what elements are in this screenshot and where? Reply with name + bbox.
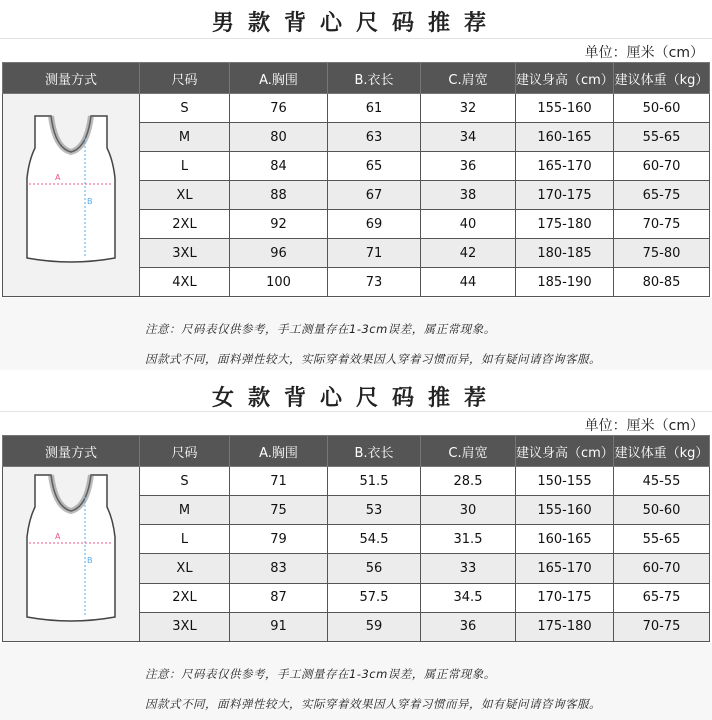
header-cell: 尺码	[140, 63, 230, 94]
table-cell: 54.5	[328, 525, 421, 554]
header-cell: A.胸围	[230, 436, 328, 467]
table-cell: 50-60	[614, 496, 710, 525]
table-cell: 31.5	[421, 525, 516, 554]
table-cell: 70-75	[614, 612, 710, 641]
table-cell: 65	[328, 152, 421, 181]
table-cell: 160-165	[516, 525, 614, 554]
table-cell: M	[140, 496, 230, 525]
table-cell: 44	[421, 268, 516, 297]
table-cell: 83	[230, 554, 328, 583]
table-cell: 65-75	[614, 583, 710, 612]
table-cell: 59	[328, 612, 421, 641]
table-cell: 71	[230, 467, 328, 496]
header-cell: C.肩宽	[421, 436, 516, 467]
header-cell: C.肩宽	[421, 63, 516, 94]
table-cell: 42	[421, 239, 516, 268]
table-cell: 175-180	[516, 210, 614, 239]
table-cell: 60-70	[614, 152, 710, 181]
table-cell: L	[140, 525, 230, 554]
table-cell: 79	[230, 525, 328, 554]
table-header-row	[3, 63, 710, 94]
men-title: 男款背心尺码推荐	[211, 10, 500, 36]
table-cell: 55-65	[614, 525, 710, 554]
table-cell: 56	[328, 554, 421, 583]
table-cell: 4XL	[140, 268, 230, 297]
table-cell: 30	[421, 496, 516, 525]
header-cell: 尺码	[140, 436, 230, 467]
header-cell: 测量方式	[3, 63, 140, 94]
table-cell: 80-85	[614, 268, 710, 297]
table-cell: 100	[230, 268, 328, 297]
table-cell: 175-180	[516, 612, 614, 641]
measurement-diagram	[3, 467, 140, 642]
table-cell: 75	[230, 496, 328, 525]
table-cell: S	[140, 467, 230, 496]
diagram-label-a: A	[55, 173, 61, 182]
table-cell: 76	[230, 94, 328, 123]
table-cell: 92	[230, 210, 328, 239]
table-cell: 155-160	[516, 94, 614, 123]
table-cell: 87	[230, 583, 328, 612]
table-cell: 84	[230, 152, 328, 181]
divider	[0, 38, 712, 39]
table-cell: 170-175	[516, 583, 614, 612]
table-cell: 61	[328, 94, 421, 123]
table-cell: 91	[230, 612, 328, 641]
table-cell: 33	[421, 554, 516, 583]
table-cell: XL	[140, 181, 230, 210]
table-cell: L	[140, 152, 230, 181]
table-cell: 40	[421, 210, 516, 239]
table-row	[3, 94, 710, 123]
table-cell: 88	[230, 181, 328, 210]
table-cell: 65-75	[614, 181, 710, 210]
header-cell: B.衣长	[328, 63, 421, 94]
table-cell: 165-170	[516, 554, 614, 583]
table-cell: 180-185	[516, 239, 614, 268]
table-cell: 38	[421, 181, 516, 210]
header-cell: 测量方式	[3, 436, 140, 467]
table-cell: 51.5	[328, 467, 421, 496]
table-cell: 53	[328, 496, 421, 525]
women-size-table	[2, 435, 710, 642]
women-title: 女款背心尺码推荐	[211, 385, 500, 411]
table-cell: 155-160	[516, 496, 614, 525]
table-cell: 75-80	[614, 239, 710, 268]
table-cell: 165-170	[516, 152, 614, 181]
table-cell: 3XL	[140, 239, 230, 268]
women-unit: 单位：厘米（cm）	[584, 418, 704, 434]
men-unit: 单位：厘米（cm）	[584, 45, 704, 61]
vest-diagram-icon	[15, 467, 127, 637]
women-note-2: 因款式不同，面料弹性较大，实际穿着效果因人穿着习惯而异，如有疑问请咨询客服。	[145, 697, 601, 711]
men-note-2: 因款式不同，面料弹性较大，实际穿着效果因人穿着习惯而异，如有疑问请咨询客服。	[145, 352, 601, 366]
table-cell: 34	[421, 123, 516, 152]
table-cell: 69	[328, 210, 421, 239]
diagram-label-b: B	[87, 197, 93, 206]
measurement-diagram	[3, 94, 140, 297]
header-cell: 建议身高（cm）	[516, 63, 614, 94]
table-cell: 45-55	[614, 467, 710, 496]
table-cell: 70-75	[614, 210, 710, 239]
header-cell: B.衣长	[328, 436, 421, 467]
table-cell: 3XL	[140, 612, 230, 641]
table-cell: 80	[230, 123, 328, 152]
table-cell: 2XL	[140, 210, 230, 239]
table-cell: XL	[140, 554, 230, 583]
table-header-row	[3, 436, 710, 467]
header-cell: 建议身高（cm）	[516, 436, 614, 467]
men-note-1: 注意：尺码表仅供参考，手工测量存在1-3cm误差，属正常现象。	[145, 322, 496, 336]
table-cell: 50-60	[614, 94, 710, 123]
table-cell: S	[140, 94, 230, 123]
table-cell: 160-165	[516, 123, 614, 152]
table-cell: 32	[421, 94, 516, 123]
table-cell: 36	[421, 612, 516, 641]
table-cell: 57.5	[328, 583, 421, 612]
header-cell: 建议体重（kg）	[614, 436, 710, 467]
table-row	[3, 467, 710, 496]
table-cell: 63	[328, 123, 421, 152]
table-cell: 34.5	[421, 583, 516, 612]
table-cell: 67	[328, 181, 421, 210]
table-cell: 60-70	[614, 554, 710, 583]
table-cell: 28.5	[421, 467, 516, 496]
table-cell: 71	[328, 239, 421, 268]
diagram-label-b: B	[87, 556, 93, 565]
table-cell: 73	[328, 268, 421, 297]
table-cell: M	[140, 123, 230, 152]
table-cell: 96	[230, 239, 328, 268]
divider	[0, 411, 712, 412]
header-cell: 建议体重（kg）	[614, 63, 710, 94]
table-cell: 170-175	[516, 181, 614, 210]
women-note-1: 注意：尺码表仅供参考，手工测量存在1-3cm误差，属正常现象。	[145, 667, 496, 681]
table-cell: 36	[421, 152, 516, 181]
diagram-label-a: A	[55, 532, 61, 541]
table-cell: 2XL	[140, 583, 230, 612]
men-size-table	[2, 62, 710, 297]
table-cell: 150-155	[516, 467, 614, 496]
table-cell: 185-190	[516, 268, 614, 297]
header-cell: A.胸围	[230, 63, 328, 94]
table-cell: 55-65	[614, 123, 710, 152]
vest-diagram-icon	[15, 108, 127, 278]
